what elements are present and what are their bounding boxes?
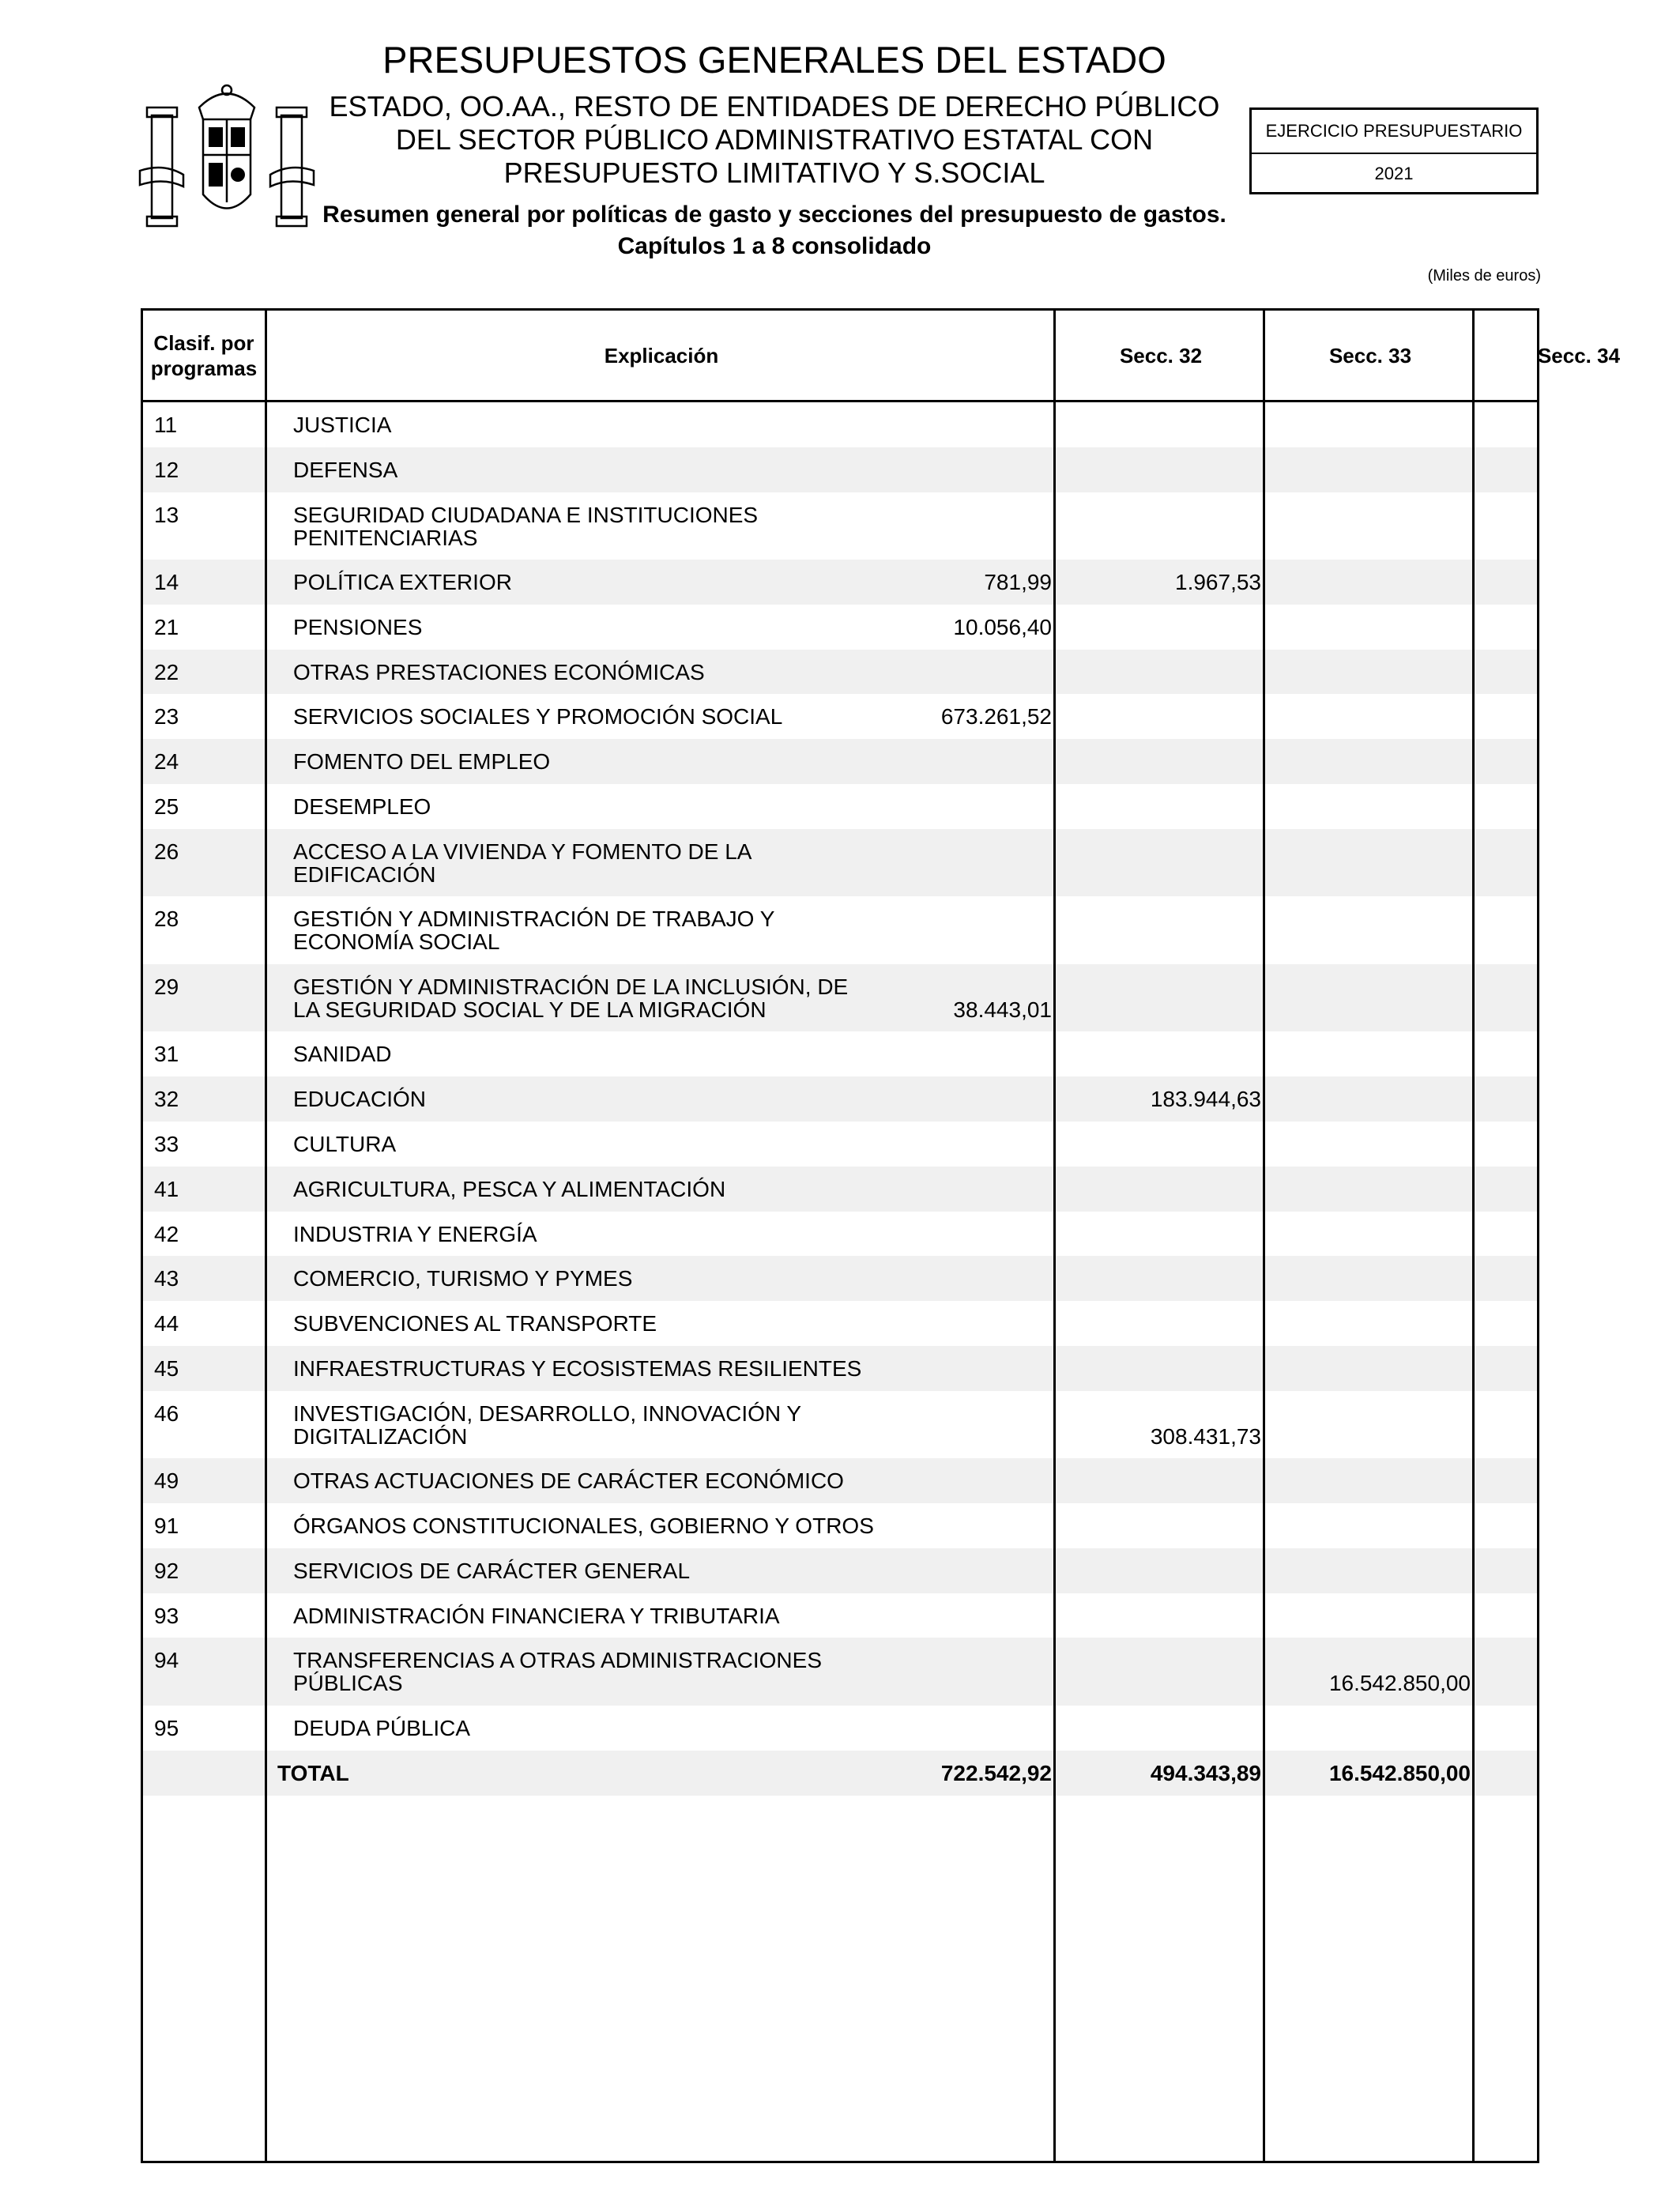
table-row: [143, 1301, 1537, 1346]
description-line-1: Resumen general por políticas de gasto y secciones del presupuesto de gastos.: [322, 202, 1226, 228]
units-note: (Miles de euros): [1427, 267, 1541, 285]
program-description: SERVICIOS DE CARÁCTER GENERAL: [293, 1558, 691, 1583]
subtitle-line-1: ESTADO, OO.AA., RESTO DE ENTIDADES DE DERECHO PÚBLICO: [329, 90, 1220, 123]
table-header: [143, 311, 1621, 402]
program-code: 14: [154, 570, 179, 595]
table-row: [143, 896, 1537, 964]
value-secc32: 38.443,01: [953, 997, 1052, 1022]
program-code: 23: [154, 704, 179, 729]
table-row: [143, 1503, 1537, 1548]
column-header-secc32: Secc. 32: [1119, 343, 1203, 368]
program-code: 43: [154, 1266, 179, 1291]
value-secc32: 781,99: [984, 570, 1052, 595]
subtitle-line-3: PRESUPUESTO LIMITATIVO Y S.SOCIAL: [503, 156, 1045, 189]
program-description: INFRAESTRUCTURAS Y ECOSISTEMAS RESILIENTES: [293, 1355, 862, 1381]
total-row: [143, 1751, 1537, 1796]
program-description: ADMINISTRACIÓN FINANCIERA Y TRIBUTARIA: [293, 1603, 780, 1628]
program-code: 24: [154, 749, 179, 775]
program-code: 44: [154, 1311, 179, 1336]
program-description: GESTIÓN Y ADMINISTRACIÓN DE TRABAJO Y ECONOMÍA SOCIAL: [293, 907, 775, 955]
table-row: [143, 605, 1537, 650]
table-row: [143, 1212, 1537, 1257]
program-code: 26: [154, 839, 179, 864]
total-label: TOTAL: [277, 1760, 349, 1785]
program-description: EDUCACIÓN: [293, 1087, 427, 1112]
table-row: [143, 1593, 1537, 1638]
table-row: [143, 739, 1537, 784]
program-description: GESTIÓN Y ADMINISTRACIÓN DE LA INCLUSIÓN, DE LA SEGURIDAD SOCIAL Y DE LA MIGRACIÓN: [293, 974, 849, 1022]
program-description: OTRAS PRESTACIONES ECONÓMICAS: [293, 659, 705, 684]
program-code: 93: [154, 1603, 179, 1628]
program-code: 94: [154, 1648, 179, 1673]
program-description: INDUSTRIA Y ENERGÍA: [293, 1221, 537, 1246]
value-secc32: 673.261,52: [940, 704, 1052, 729]
program-description: AGRICULTURA, PESCA Y ALIMENTACIÓN: [293, 1176, 726, 1201]
program-code: 12: [154, 457, 179, 482]
table-row: [143, 694, 1537, 739]
program-description: ÓRGANOS CONSTITUCIONALES, GOBIERNO Y OTROS: [293, 1514, 874, 1539]
program-code: 41: [154, 1176, 179, 1201]
program-code: 13: [154, 502, 179, 527]
program-description: ACCESO A LA VIVIENDA Y FOMENTO DE LA EDIFICACIÓN: [293, 839, 752, 887]
program-description: SUBVENCIONES AL TRANSPORTE: [293, 1311, 657, 1336]
program-description: SERVICIOS SOCIALES Y PROMOCIÓN SOCIAL: [293, 704, 783, 729]
program-code: 45: [154, 1355, 179, 1381]
value-secc32: 10.056,40: [953, 614, 1052, 639]
program-code: 25: [154, 794, 179, 820]
program-description: SANIDAD: [293, 1042, 392, 1067]
column-divider: [1263, 311, 1265, 2161]
entity-subtitle: [300, 90, 1249, 190]
column-divider: [265, 311, 267, 2161]
table-row: [143, 1706, 1537, 1751]
total-secc33: 494.343,89: [1150, 1760, 1261, 1785]
value-secc33: 183.944,63: [1150, 1087, 1261, 1112]
program-code: 49: [154, 1468, 179, 1494]
table-row: [143, 1031, 1537, 1076]
table-row: [143, 964, 1537, 1032]
total-secc32: 722.542,92: [940, 1760, 1052, 1785]
value-secc33: 1.967,53: [1175, 570, 1261, 595]
column-divider: [1053, 311, 1056, 2161]
table-row: [143, 492, 1537, 560]
report-description: [300, 199, 1249, 262]
total-secc34: 16.542.850,00: [1328, 1760, 1471, 1785]
program-code: 32: [154, 1087, 179, 1112]
program-code: 21: [154, 614, 179, 639]
value-secc33: 308.431,73: [1150, 1423, 1261, 1449]
program-description: COMERCIO, TURISMO Y PYMES: [293, 1266, 633, 1291]
program-code: 42: [154, 1221, 179, 1246]
program-description: CULTURA: [293, 1131, 397, 1156]
subtitle-line-2: DEL SECTOR PÚBLICO ADMINISTRATIVO ESTATAL CON: [395, 123, 1154, 156]
program-description: POLÍTICA EXTERIOR: [293, 570, 512, 595]
table-row: [143, 829, 1537, 897]
table-row: [143, 560, 1537, 605]
program-description: DEFENSA: [293, 457, 398, 482]
program-description: FOMENTO DEL EMPLEO: [293, 749, 551, 775]
column-header-secc33: Secc. 33: [1328, 343, 1412, 368]
ejercicio-box: [1249, 107, 1539, 194]
program-description: DESEMPLEO: [293, 794, 431, 820]
value-secc34: 16.542.850,00: [1328, 1671, 1471, 1696]
coat-of-arms-icon: [136, 76, 318, 232]
table-row: [143, 1391, 1537, 1459]
table-row: [143, 1638, 1537, 1706]
program-description: INVESTIGACIÓN, DESARROLLO, INNOVACIÓN Y DIGITALIZACIÓN: [293, 1400, 802, 1449]
program-code: 92: [154, 1558, 179, 1583]
page-title: PRESUPUESTOS GENERALES DEL ESTADO: [382, 39, 1166, 81]
column-header-explicacion: Explicación: [604, 343, 719, 368]
program-description: PENSIONES: [293, 614, 423, 639]
program-code: 28: [154, 907, 179, 932]
program-code: 29: [154, 974, 179, 999]
column-header-clasif: Clasif. por programas: [150, 330, 258, 380]
program-description: OTRAS ACTUACIONES DE CARÁCTER ECONÓMICO: [293, 1468, 844, 1494]
ejercicio-label: EJERCICIO PRESUPUESTARIO: [1252, 110, 1536, 154]
program-description: TRANSFERENCIAS A OTRAS ADMINISTRACIONES PÚBLICAS: [293, 1648, 823, 1696]
table-row: [143, 1458, 1537, 1503]
table-row: [143, 784, 1537, 829]
table-body: [143, 402, 1537, 1796]
program-code: 95: [154, 1715, 179, 1740]
column-divider: [1472, 311, 1475, 2161]
program-description: JUSTICIA: [293, 413, 392, 437]
program-description: SEGURIDAD CIUDADANA E INSTITUCIONES PENITENCIARIAS: [293, 502, 759, 550]
program-code: 22: [154, 659, 179, 684]
table-row: [143, 1256, 1537, 1301]
table-row: [143, 402, 1537, 447]
program-description: DEUDA PÚBLICA: [293, 1715, 471, 1740]
column-header-secc34: Secc. 34: [1537, 343, 1621, 368]
table-row: [143, 1167, 1537, 1212]
program-code: 31: [154, 1042, 179, 1067]
table-row: [143, 650, 1537, 695]
description-line-2: Capítulos 1 a 8 consolidado: [617, 233, 932, 259]
program-code: 33: [154, 1131, 179, 1156]
budget-table: [141, 308, 1621, 2163]
table-row: [143, 1346, 1537, 1391]
table-row: [143, 1076, 1537, 1122]
program-code: 46: [154, 1400, 179, 1426]
program-code: 91: [154, 1514, 179, 1539]
program-code: 11: [154, 413, 178, 437]
table-row: [143, 447, 1537, 492]
table-row: [143, 1122, 1537, 1167]
table-row: [143, 1548, 1537, 1593]
ejercicio-value: 2021: [1374, 164, 1414, 183]
